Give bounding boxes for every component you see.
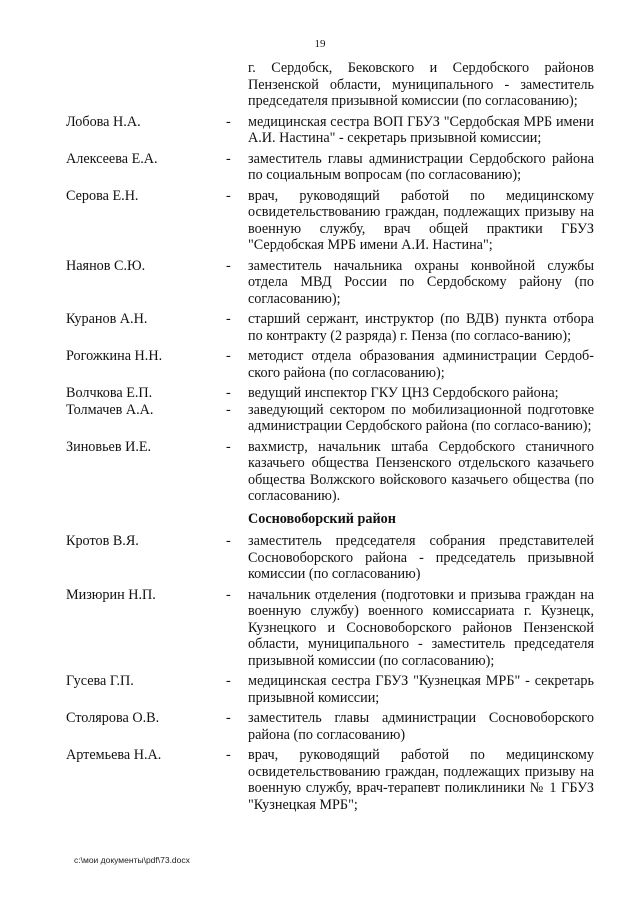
member-row [66,188,594,254]
member-name: Лобова Н.А. [66,113,141,130]
member-name: Куранов А.Н. [66,311,148,327]
member-row [66,348,594,381]
intro-text: г. Сердобск, Бековского и Сердобского районов Пензенской области, муниципального - заместитель председателя призывной комиссии (по согласованию); [248,60,594,109]
member-row [66,402,594,435]
member-dash: - [226,747,231,763]
member-name: Волчкова Е.П. [66,385,153,401]
member-name: Рогожкина Н.Н. [66,348,163,364]
member-role: врач, руководящий работой по медицинскому освидетельствованию граждан, подлежащих призыву на военную службу, врач-терапевт поликлиники № 1 ГБУЗ "Кузнецкая МРБ"; [248,747,594,813]
member-dash: - [226,385,231,401]
member-role: заведующий сектором по мобилизационной подготовке администрации Сердобского района (по согласо-ванию); [248,401,594,434]
section-title: Сосновоборский район [248,510,396,527]
member-name: Толмачев А.А. [66,401,154,418]
member-role: заместитель начальника охраны конвойной службы отдела МВД России по Сердобскому району (по согласованию); [248,257,594,307]
member-dash: - [226,311,231,327]
page-number: 19 [314,38,326,50]
member-dash: - [226,438,231,455]
member-row [66,439,594,505]
member-name: Столярова О.В. [66,710,160,726]
member-name: Гусева Г.П. [66,673,134,689]
member-dash: - [226,187,231,204]
member-name: Зиновьев И.Е. [66,438,152,455]
file-path-footer: c:\мои документы\pdf\73.docx [74,855,190,865]
member-dash: - [226,113,231,130]
member-row [66,587,594,670]
member-dash: - [226,710,231,726]
commission-list [66,60,594,813]
member-role: заместитель главы администрации Сосновоборского района (по согласованию) [248,710,594,743]
member-name: Серова Е.Н. [66,187,139,204]
member-dash: - [226,586,231,603]
member-name: Мизюрин Н.П. [66,586,156,603]
member-row [66,710,594,743]
member-role: заместитель председателя собрания представителей Сосновоборского района - председатель призывной комиссии (по согласованию) [248,533,594,582]
member-row [66,151,594,184]
member-dash: - [226,401,231,418]
member-row [66,258,594,308]
intro-row [66,60,594,110]
member-row [66,533,594,583]
member-row [66,385,594,402]
member-role: заместитель главы администрации Сердобского района по социальным вопросам (по согласованию); [248,150,594,183]
member-role: начальник отделения (подготовки и призыва граждан на военную службу) военного комиссариата г. Кузнецк, Кузнецкого и Сосновоборского районов Пензенской области, муниципального - заместитель председателя призывной комиссии (по согласованию); [248,586,594,669]
member-row [66,114,594,147]
member-row [66,747,594,813]
member-role: вахмистр, начальник штаба Сердобского станичного казачьего общества Пензенского отдельского казачьего общества Волжского войскового казачьего общества (по согласованию). [248,438,594,504]
member-role: медицинская сестра ВОП ГБУЗ "Сердобская МРБ имени А.И. Настина" - секретарь призывной комиссии; [248,113,594,146]
member-dash: - [226,257,231,274]
member-row [66,311,594,344]
member-role: ведущий инспектор ГКУ ЦНЗ Сердобского района; [248,385,559,401]
member-role: методист отдела образования администрации Сердоб-ского района (по согласованию); [248,348,594,381]
member-row [66,673,594,706]
member-dash: - [226,150,231,167]
member-role: старший сержант, инструктор (по ВДВ) пункта отбора по контракту (2 разряда) г. Пенза (по согласо-ванию); [248,311,594,344]
member-name: Артемьева Н.А. [66,747,162,763]
member-dash: - [226,673,231,689]
member-name: Алексеева Е.А. [66,150,158,167]
member-dash: - [226,348,231,364]
member-name: Наянов С.Ю. [66,257,146,274]
member-role: медицинская сестра ГБУЗ "Кузнецкая МРБ" - секретарь призывной комиссии; [248,673,594,706]
member-dash: - [226,533,231,549]
member-name: Кротов В.Я. [66,533,139,549]
member-role: врач, руководящий работой по медицинскому освидетельствованию граждан, подлежащих призыву на военную службу, врач общей практики ГБУЗ "Сердобская МРБ имени А.И. Настина"; [248,187,594,253]
